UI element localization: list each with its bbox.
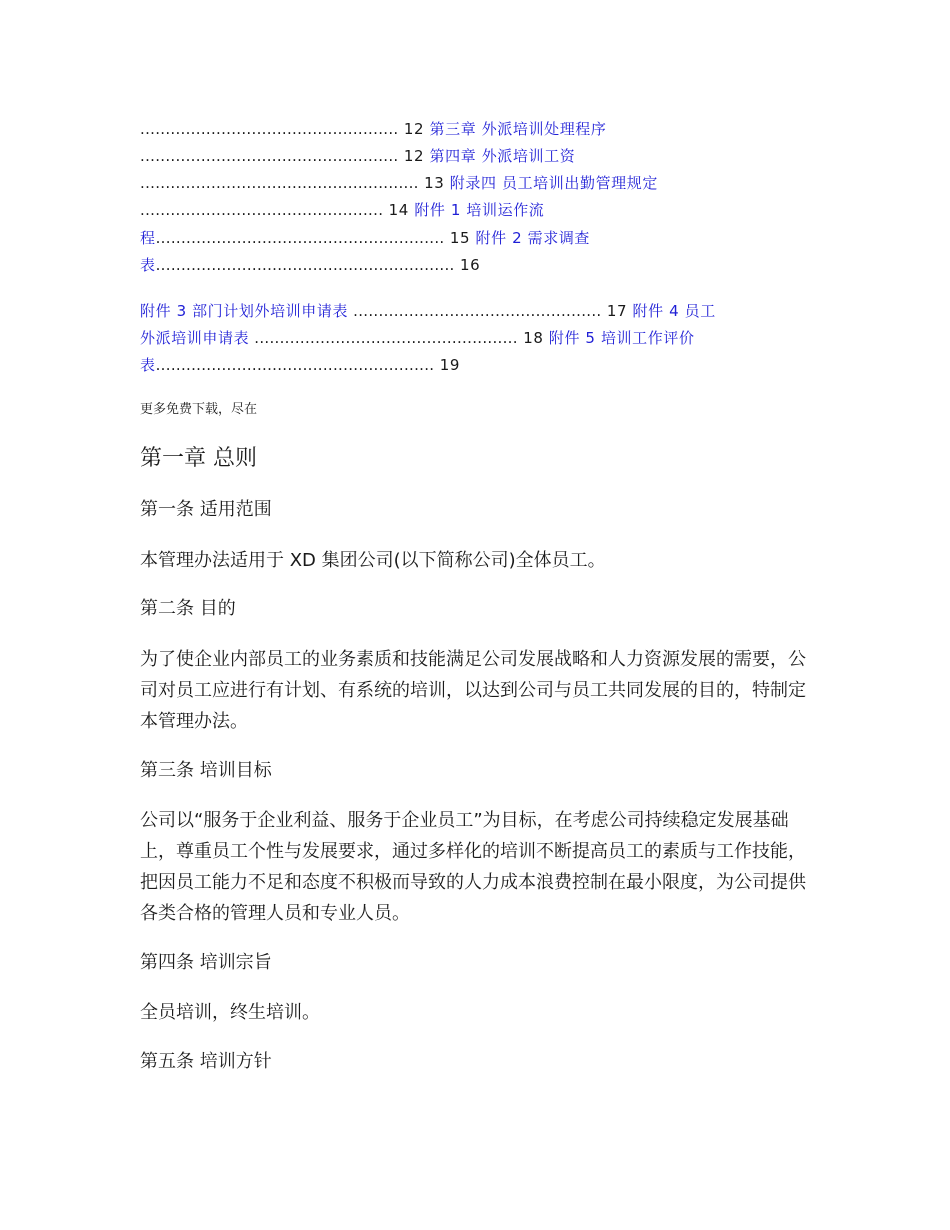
toc-link[interactable]: 附件 2 需求调查 xyxy=(475,229,591,247)
section-heading: 第四条 培训宗旨 xyxy=(140,952,272,973)
toc-page-number: 12 xyxy=(403,120,425,138)
section-heading: 第三条 培训目标 xyxy=(140,760,272,781)
toc-page-number: 19 xyxy=(439,356,461,374)
toc-line xyxy=(140,200,544,220)
toc-page-number: 17 xyxy=(606,302,628,320)
toc-dots: ......................................................... xyxy=(155,229,445,247)
toc-text[interactable]: 表 xyxy=(140,356,156,374)
toc-line xyxy=(140,301,716,321)
toc-link[interactable]: 附件 5 培训工作评价 xyxy=(548,329,695,347)
toc-text[interactable]: 外派培训申请表 xyxy=(140,329,250,347)
toc-page-number: 12 xyxy=(403,147,425,165)
toc-page-number: 15 xyxy=(449,229,471,247)
toc-text[interactable]: 附件 3 部门计划外培训申请表 xyxy=(140,302,349,320)
toc-link[interactable]: 第三章 外派培训处理程序 xyxy=(429,120,607,138)
toc-dots: ................................................... xyxy=(140,120,399,138)
toc-link[interactable]: 附件 4 员工 xyxy=(632,302,716,320)
toc-line xyxy=(140,119,607,139)
toc-link[interactable]: 附录四 员工培训出勤管理规定 xyxy=(449,174,658,192)
toc-line xyxy=(140,255,480,275)
toc-link[interactable]: 第四章 外派培训工资 xyxy=(429,147,576,165)
chapter-title: 第一章 总则 xyxy=(140,446,257,471)
toc-dots: ................................................ xyxy=(140,201,384,219)
toc-line xyxy=(140,173,658,193)
toc-line xyxy=(140,146,575,166)
section-paragraph: 为了使企业内部员工的业务素质和技能满足公司发展战略和人力资源发展的需要，公司对员工应进行有计划、有系统的培训，以达到公司与员工共同发展的目的，特制定本管理办法。 xyxy=(140,649,806,732)
section-paragraph: 本管理办法适用于 XD 集团公司(以下简称公司)全体员工。 xyxy=(140,550,606,571)
toc-line xyxy=(140,228,590,248)
toc-dots: ....................................................... xyxy=(140,174,419,192)
toc-link[interactable]: 附件 1 培训运作流 xyxy=(414,201,545,219)
toc-line xyxy=(140,328,695,348)
toc-text[interactable]: 程 xyxy=(140,229,156,247)
toc-dots: ................................................... xyxy=(140,147,399,165)
toc-text[interactable]: 表 xyxy=(140,256,156,274)
toc-page-number: 16 xyxy=(460,256,481,274)
section-heading: 第一条 适用范围 xyxy=(140,499,272,520)
toc-dots: ................................................. xyxy=(348,302,602,320)
section-heading: 第五条 培训方针 xyxy=(140,1051,272,1072)
toc-dots: ....................................................... xyxy=(155,356,435,374)
toc-page-number: 14 xyxy=(388,201,409,219)
section-paragraph: 全员培训，终生培训。 xyxy=(140,1002,320,1023)
section-heading: 第二条 目的 xyxy=(140,598,236,619)
download-note: 更多免费下载，尽在 xyxy=(140,402,258,417)
section-paragraph: 公司以“服务于企业利益、服务于企业员工”为目标，在考虑公司持续稳定发展基础上，尊重员工个性与发展要求，通过多样化的培训不断提高员工的素质与工作技能，把因员工能力不足和态度不积极而导致的人力成本浪费控制在最小限度，为公司提供各类合格的管理人员和专业人员。 xyxy=(140,810,806,924)
toc-page-number: 13 xyxy=(424,174,445,192)
toc-dots: ........................................................... xyxy=(155,256,455,274)
toc-page-number: 18 xyxy=(523,329,544,347)
toc-line xyxy=(140,355,460,375)
toc-dots: .................................................... xyxy=(249,329,518,347)
